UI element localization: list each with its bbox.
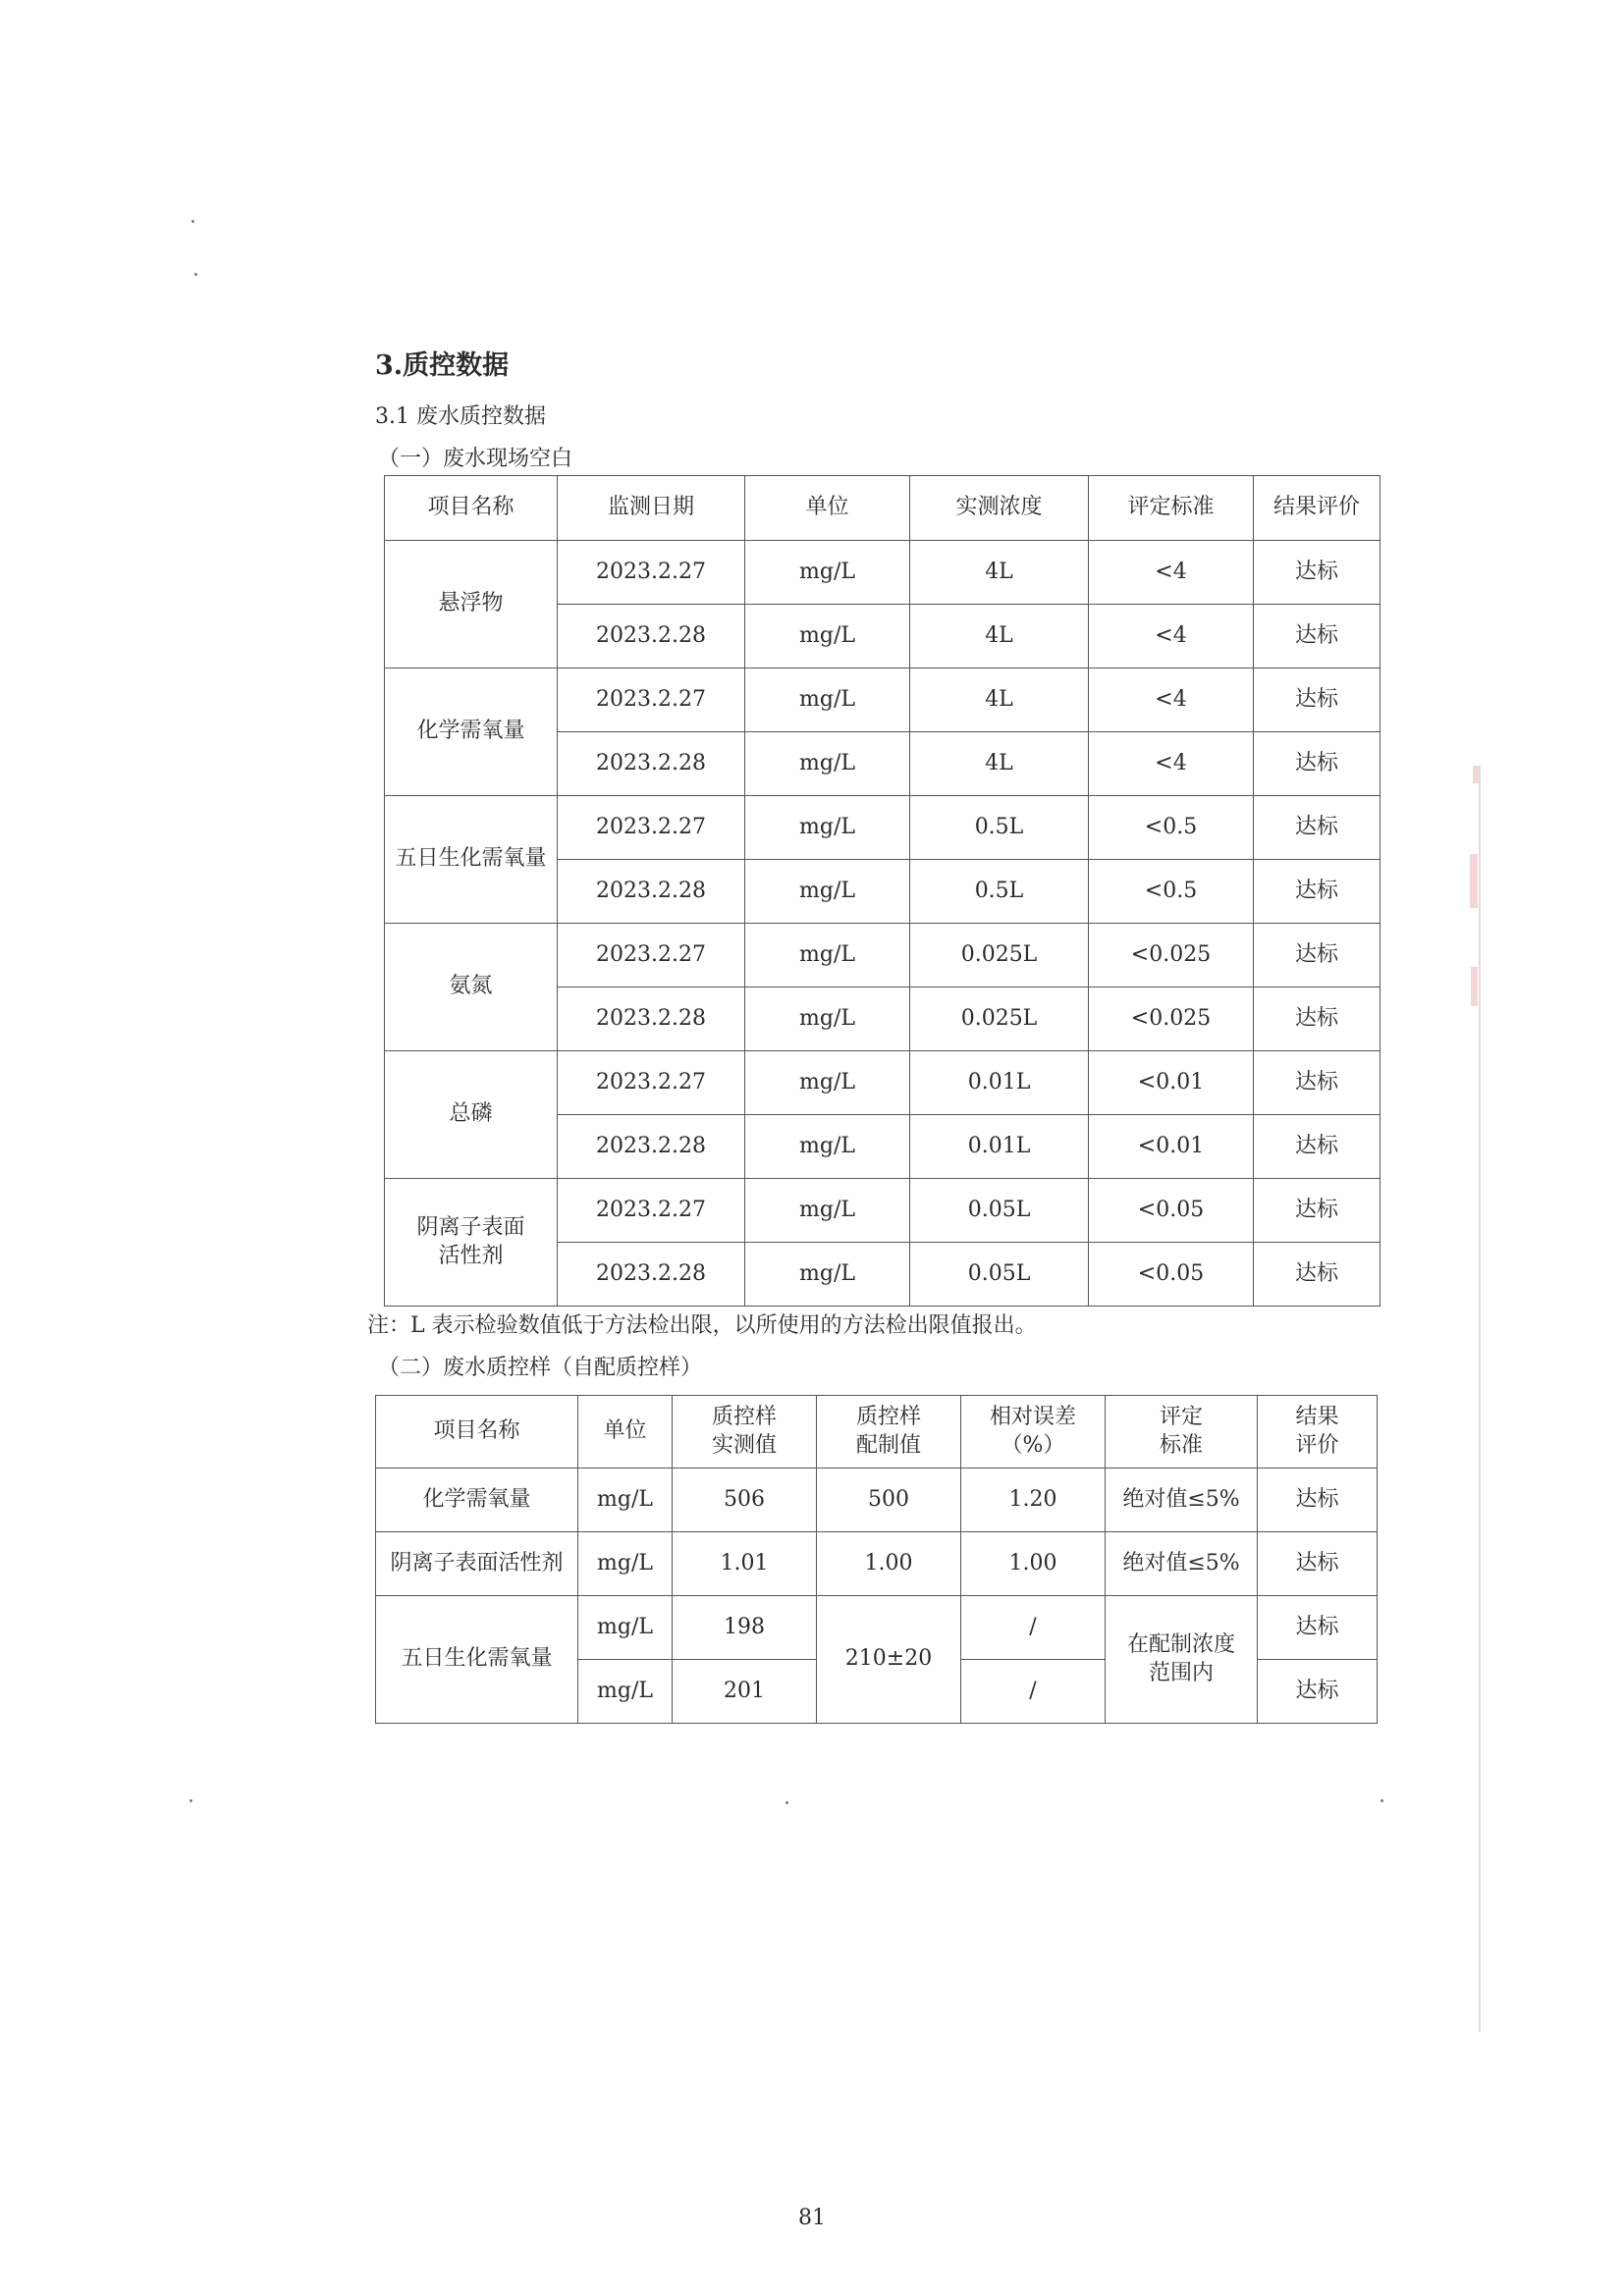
prepared-cell: 1.00 <box>817 1532 961 1596</box>
header-cell: 项目名称 <box>385 476 558 541</box>
result-cell: 达标 <box>1258 1596 1378 1660</box>
result-cell: 达标 <box>1254 988 1380 1051</box>
date-cell: 2023.2.28 <box>558 1115 745 1179</box>
header-cell: 单位 <box>578 1396 673 1468</box>
header-cell: 项目名称 <box>376 1396 578 1468</box>
standard-cell: <4 <box>1089 668 1254 732</box>
date-cell: 2023.2.27 <box>558 1051 745 1115</box>
seal-fragment <box>1471 967 1478 1006</box>
date-cell: 2023.2.27 <box>558 668 745 732</box>
error-cell: 1.00 <box>961 1532 1106 1596</box>
item-name: 化学需氧量 <box>385 668 558 796</box>
value-cell: 0.05L <box>910 1179 1089 1243</box>
standard-cell: <4 <box>1089 605 1254 668</box>
value-cell: 4L <box>910 541 1089 605</box>
scan-speck <box>194 273 197 276</box>
table-header-row <box>385 476 1380 541</box>
result-cell: 达标 <box>1254 541 1380 605</box>
table2-title: （二）废水质控样（自配质控样） <box>378 1356 703 1380</box>
value-cell: 0.05L <box>910 1243 1089 1307</box>
standard-cell: <0.5 <box>1089 860 1254 924</box>
date-cell: 2023.2.27 <box>558 541 745 605</box>
standard-cell: <0.05 <box>1089 1243 1254 1307</box>
section-heading: 3.质控数据 <box>375 350 510 381</box>
unit-cell: mg/L <box>578 1596 673 1660</box>
item-name: 阴离子表面活性剂 <box>376 1532 578 1596</box>
value-cell: 4L <box>910 668 1089 732</box>
header-cell: 结果 评价 <box>1258 1396 1378 1468</box>
unit-cell: mg/L <box>578 1532 673 1596</box>
scan-speck <box>785 1801 788 1804</box>
standard-cell: <0.025 <box>1089 924 1254 988</box>
prepared-cell: 500 <box>817 1468 961 1532</box>
value-cell: 0.01L <box>910 1051 1089 1115</box>
subsection-heading: 3.1 废水质控数据 <box>375 404 546 429</box>
standard-cell: 绝对值≤5% <box>1106 1468 1258 1532</box>
item-name: 五日生化需氧量 <box>385 796 558 924</box>
header-cell: 相对误差 （%） <box>961 1396 1106 1468</box>
header-cell: 监测日期 <box>558 476 745 541</box>
value-cell: 0.5L <box>910 860 1089 924</box>
unit-cell: mg/L <box>578 1660 673 1724</box>
unit-cell: mg/L <box>745 605 910 668</box>
item-name: 五日生化需氧量 <box>376 1596 578 1724</box>
date-cell: 2023.2.27 <box>558 1179 745 1243</box>
result-cell: 达标 <box>1254 860 1380 924</box>
table-row <box>385 668 1380 732</box>
unit-cell: mg/L <box>745 988 910 1051</box>
table-row <box>385 1051 1380 1115</box>
table-row <box>376 1468 1378 1532</box>
standard-cell: 在配制浓度 范围内 <box>1106 1596 1258 1724</box>
result-cell: 达标 <box>1254 732 1380 796</box>
measured-cell: 1.01 <box>673 1532 817 1596</box>
header-cell: 质控样 配制值 <box>817 1396 961 1468</box>
date-cell: 2023.2.27 <box>558 924 745 988</box>
unit-cell: mg/L <box>745 541 910 605</box>
standard-cell: <4 <box>1089 732 1254 796</box>
date-cell: 2023.2.28 <box>558 860 745 924</box>
scan-speck <box>1380 1799 1383 1802</box>
date-cell: 2023.2.28 <box>558 988 745 1051</box>
unit-cell: mg/L <box>745 1115 910 1179</box>
standard-cell: <0.5 <box>1089 796 1254 860</box>
item-name: 悬浮物 <box>385 541 558 668</box>
error-cell: / <box>961 1660 1106 1724</box>
table-row <box>385 541 1380 605</box>
unit-cell: mg/L <box>745 860 910 924</box>
item-name: 化学需氧量 <box>376 1468 578 1532</box>
date-cell: 2023.2.27 <box>558 796 745 860</box>
unit-cell: mg/L <box>745 1243 910 1307</box>
table-row <box>385 924 1380 988</box>
header-cell: 评定 标准 <box>1106 1396 1258 1468</box>
item-name: 氨氮 <box>385 924 558 1051</box>
result-cell: 达标 <box>1254 1115 1380 1179</box>
result-cell: 达标 <box>1254 1243 1380 1307</box>
page-edge-shadow <box>1479 766 1481 2032</box>
value-cell: 0.5L <box>910 796 1089 860</box>
result-cell: 达标 <box>1254 668 1380 732</box>
result-cell: 达标 <box>1254 1051 1380 1115</box>
standard-cell: <0.05 <box>1089 1179 1254 1243</box>
value-cell: 0.025L <box>910 924 1089 988</box>
table1-title: （一）废水现场空白 <box>378 447 573 471</box>
error-cell: 1.20 <box>961 1468 1106 1532</box>
date-cell: 2023.2.28 <box>558 1243 745 1307</box>
table-row <box>385 796 1380 860</box>
standard-cell: <0.025 <box>1089 988 1254 1051</box>
table-row <box>385 1179 1380 1243</box>
standard-cell: <0.01 <box>1089 1051 1254 1115</box>
table-row <box>376 1596 1378 1660</box>
header-cell: 质控样 实测值 <box>673 1396 817 1468</box>
result-cell: 达标 <box>1254 796 1380 860</box>
unit-cell: mg/L <box>745 1179 910 1243</box>
footnote: 注：L 表示检验数值低于方法检出限，以所使用的方法检出限值报出。 <box>367 1313 1037 1338</box>
qc-sample-table <box>375 1395 1378 1724</box>
scan-speck <box>189 1799 192 1802</box>
item-name: 阴离子表面 活性剂 <box>385 1179 558 1307</box>
seal-fragment <box>1473 766 1479 783</box>
date-cell: 2023.2.28 <box>558 605 745 668</box>
table-row <box>376 1532 1378 1596</box>
result-cell: 达标 <box>1254 605 1380 668</box>
header-cell: 评定标准 <box>1089 476 1254 541</box>
standard-cell: <4 <box>1089 541 1254 605</box>
measured-cell: 198 <box>673 1596 817 1660</box>
unit-cell: mg/L <box>745 924 910 988</box>
header-cell: 实测浓度 <box>910 476 1089 541</box>
page-number: 81 <box>798 2206 826 2230</box>
error-cell: / <box>961 1596 1106 1660</box>
header-cell: 单位 <box>745 476 910 541</box>
unit-cell: mg/L <box>578 1468 673 1532</box>
measured-cell: 506 <box>673 1468 817 1532</box>
result-cell: 达标 <box>1258 1660 1378 1724</box>
value-cell: 4L <box>910 732 1089 796</box>
scan-speck <box>191 220 194 223</box>
header-cell: 结果评价 <box>1254 476 1380 541</box>
result-cell: 达标 <box>1254 924 1380 988</box>
standard-cell: 绝对值≤5% <box>1106 1532 1258 1596</box>
value-cell: 4L <box>910 605 1089 668</box>
field-blank-table <box>384 475 1380 1307</box>
value-cell: 0.025L <box>910 988 1089 1051</box>
seal-fragment <box>1470 854 1478 908</box>
prepared-cell: 210±20 <box>817 1596 961 1724</box>
table-header-row <box>376 1396 1378 1468</box>
unit-cell: mg/L <box>745 1051 910 1115</box>
result-cell: 达标 <box>1254 1179 1380 1243</box>
unit-cell: mg/L <box>745 796 910 860</box>
result-cell: 达标 <box>1258 1532 1378 1596</box>
standard-cell: <0.01 <box>1089 1115 1254 1179</box>
item-name: 总磷 <box>385 1051 558 1179</box>
measured-cell: 201 <box>673 1660 817 1724</box>
value-cell: 0.01L <box>910 1115 1089 1179</box>
result-cell: 达标 <box>1258 1468 1378 1532</box>
unit-cell: mg/L <box>745 668 910 732</box>
date-cell: 2023.2.28 <box>558 732 745 796</box>
unit-cell: mg/L <box>745 732 910 796</box>
